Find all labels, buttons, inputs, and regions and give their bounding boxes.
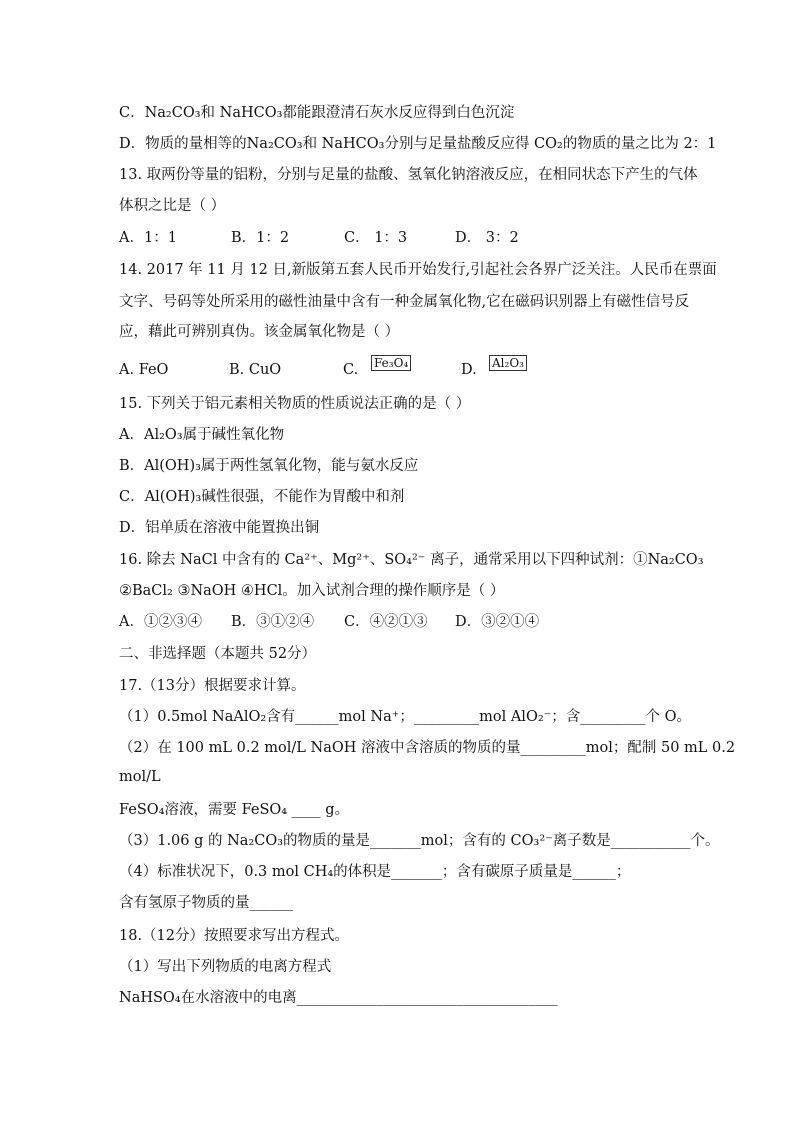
q17-part4-line1: （4）标准状况下，0.3 mol CH₄的体积是_______；含有碳原子质量是______； (119, 864, 631, 880)
q14-stem-line1: 14. 2017 年 11 月 12 日,新版第五套人民币开始发行,引起社会各界广泛关注。人民币在票面 (119, 262, 717, 278)
q14-stem-line2: 文字、号码等处所采用的磁性油量中含有一种金属氧化物,它在磁码识别器上有磁性信号反 (119, 294, 690, 310)
q13-option-b: B．1：2 (231, 230, 290, 246)
q13-option-a: A．1：1 (119, 230, 177, 246)
q12-option-d: D．物质的量相等的Na₂CO₃和 NaHCO₃分别与足量盐酸反应得 CO₂的物质的量之比为 2：1 (119, 136, 717, 152)
q14-stem-line3: 应，藉此可辨别真伪。该金属氧化物是（ ） (119, 324, 400, 340)
q16-stem-line2: ②BaCl₂ ③NaOH ④HCl。加入试剂合理的操作顺序是（ ） (119, 583, 505, 599)
q13-stem-line1: 13. 取两份等量的铝粉，分别与足量的盐酸、氢氧化钠溶液反应，在相同状态下产生的气体 (119, 167, 698, 183)
q14-option-b: B. CuO (229, 362, 282, 378)
q14-option-c-formula: Fe₃O₄ (371, 355, 411, 371)
q16-option-d: D．③②①④ (455, 614, 540, 630)
section-heading: 二、非选择题（本题共 52分） (119, 646, 317, 662)
q13-stem-line2: 体积之比是（ ） (119, 198, 226, 214)
q14-option-d-formula: Al₂O₃ (489, 355, 527, 371)
q17-part3: （3）1.06 g 的 Na₂CO₃的物质的量是_______mol；含有的 CO₃²⁻离子数是___________个。 (119, 833, 720, 849)
q18-part1-item: NaHSO₄在水溶液中的电离____________________________________ (119, 990, 558, 1006)
q17-stem: 17.（13分）根据要求计算。 (119, 678, 306, 694)
q17-part2-line3: FeSO₄溶液，需要 FeSO₄ ____ g。 (119, 802, 350, 818)
q13-option-c: C． 1：3 (344, 230, 408, 246)
q17-part1: （1）0.5mol NaAlO₂含有______mol Na⁺；_________mol AlO₂⁻；含_________个 O。 (119, 709, 692, 725)
q17-part2-line1: （2）在 100 mL 0.2 mol/L NaOH 溶液中含溶质的物质的量_________mol；配制 50 mL 0.2 (119, 740, 736, 756)
q18-stem: 18.（12分）按照要求写出方程式。 (119, 928, 350, 944)
q17-part2-line2: mol/L (119, 769, 161, 785)
q15-option-b: B．Al(OH)₃属于两性氢氧化物，能与氨水反应 (119, 458, 419, 474)
q12-option-c: C．Na₂CO₃和 NaHCO₃都能跟澄清石灰水反应得到白色沉淀 (119, 105, 515, 121)
q17-part4-line2: 含有氢原子物质的量______ (119, 895, 293, 911)
q13-option-d: D． 3：2 (455, 230, 519, 246)
q16-stem-line1: 16. 除去 NaCl 中含有的 Ca²⁺、Mg²⁺、SO₄²⁻ 离子，通常采用以下四种试剂：①Na₂CO₃ (119, 552, 704, 568)
q18-part1: （1）写出下列物质的电离方程式 (119, 959, 332, 975)
q14-option-a: A. FeO (119, 362, 169, 378)
q16-option-c: C．④②①③ (344, 614, 428, 630)
q15-option-c: C．Al(OH)₃碱性很强，不能作为胃酸中和剂 (119, 489, 405, 505)
q15-option-a: A．Al₂O₃属于碱性氧化物 (119, 427, 285, 443)
q14-option-d-label: D. (461, 362, 477, 378)
q16-option-b: B．③①②④ (231, 614, 315, 630)
q15-option-d: D．铝单质在溶液中能置换出铜 (119, 520, 320, 536)
q16-option-a: A．①②③④ (119, 614, 202, 630)
q15-stem: 15. 下列关于铝元素相关物质的性质说法正确的是（ ） (119, 396, 471, 412)
q14-option-c-label: C. (343, 362, 359, 378)
